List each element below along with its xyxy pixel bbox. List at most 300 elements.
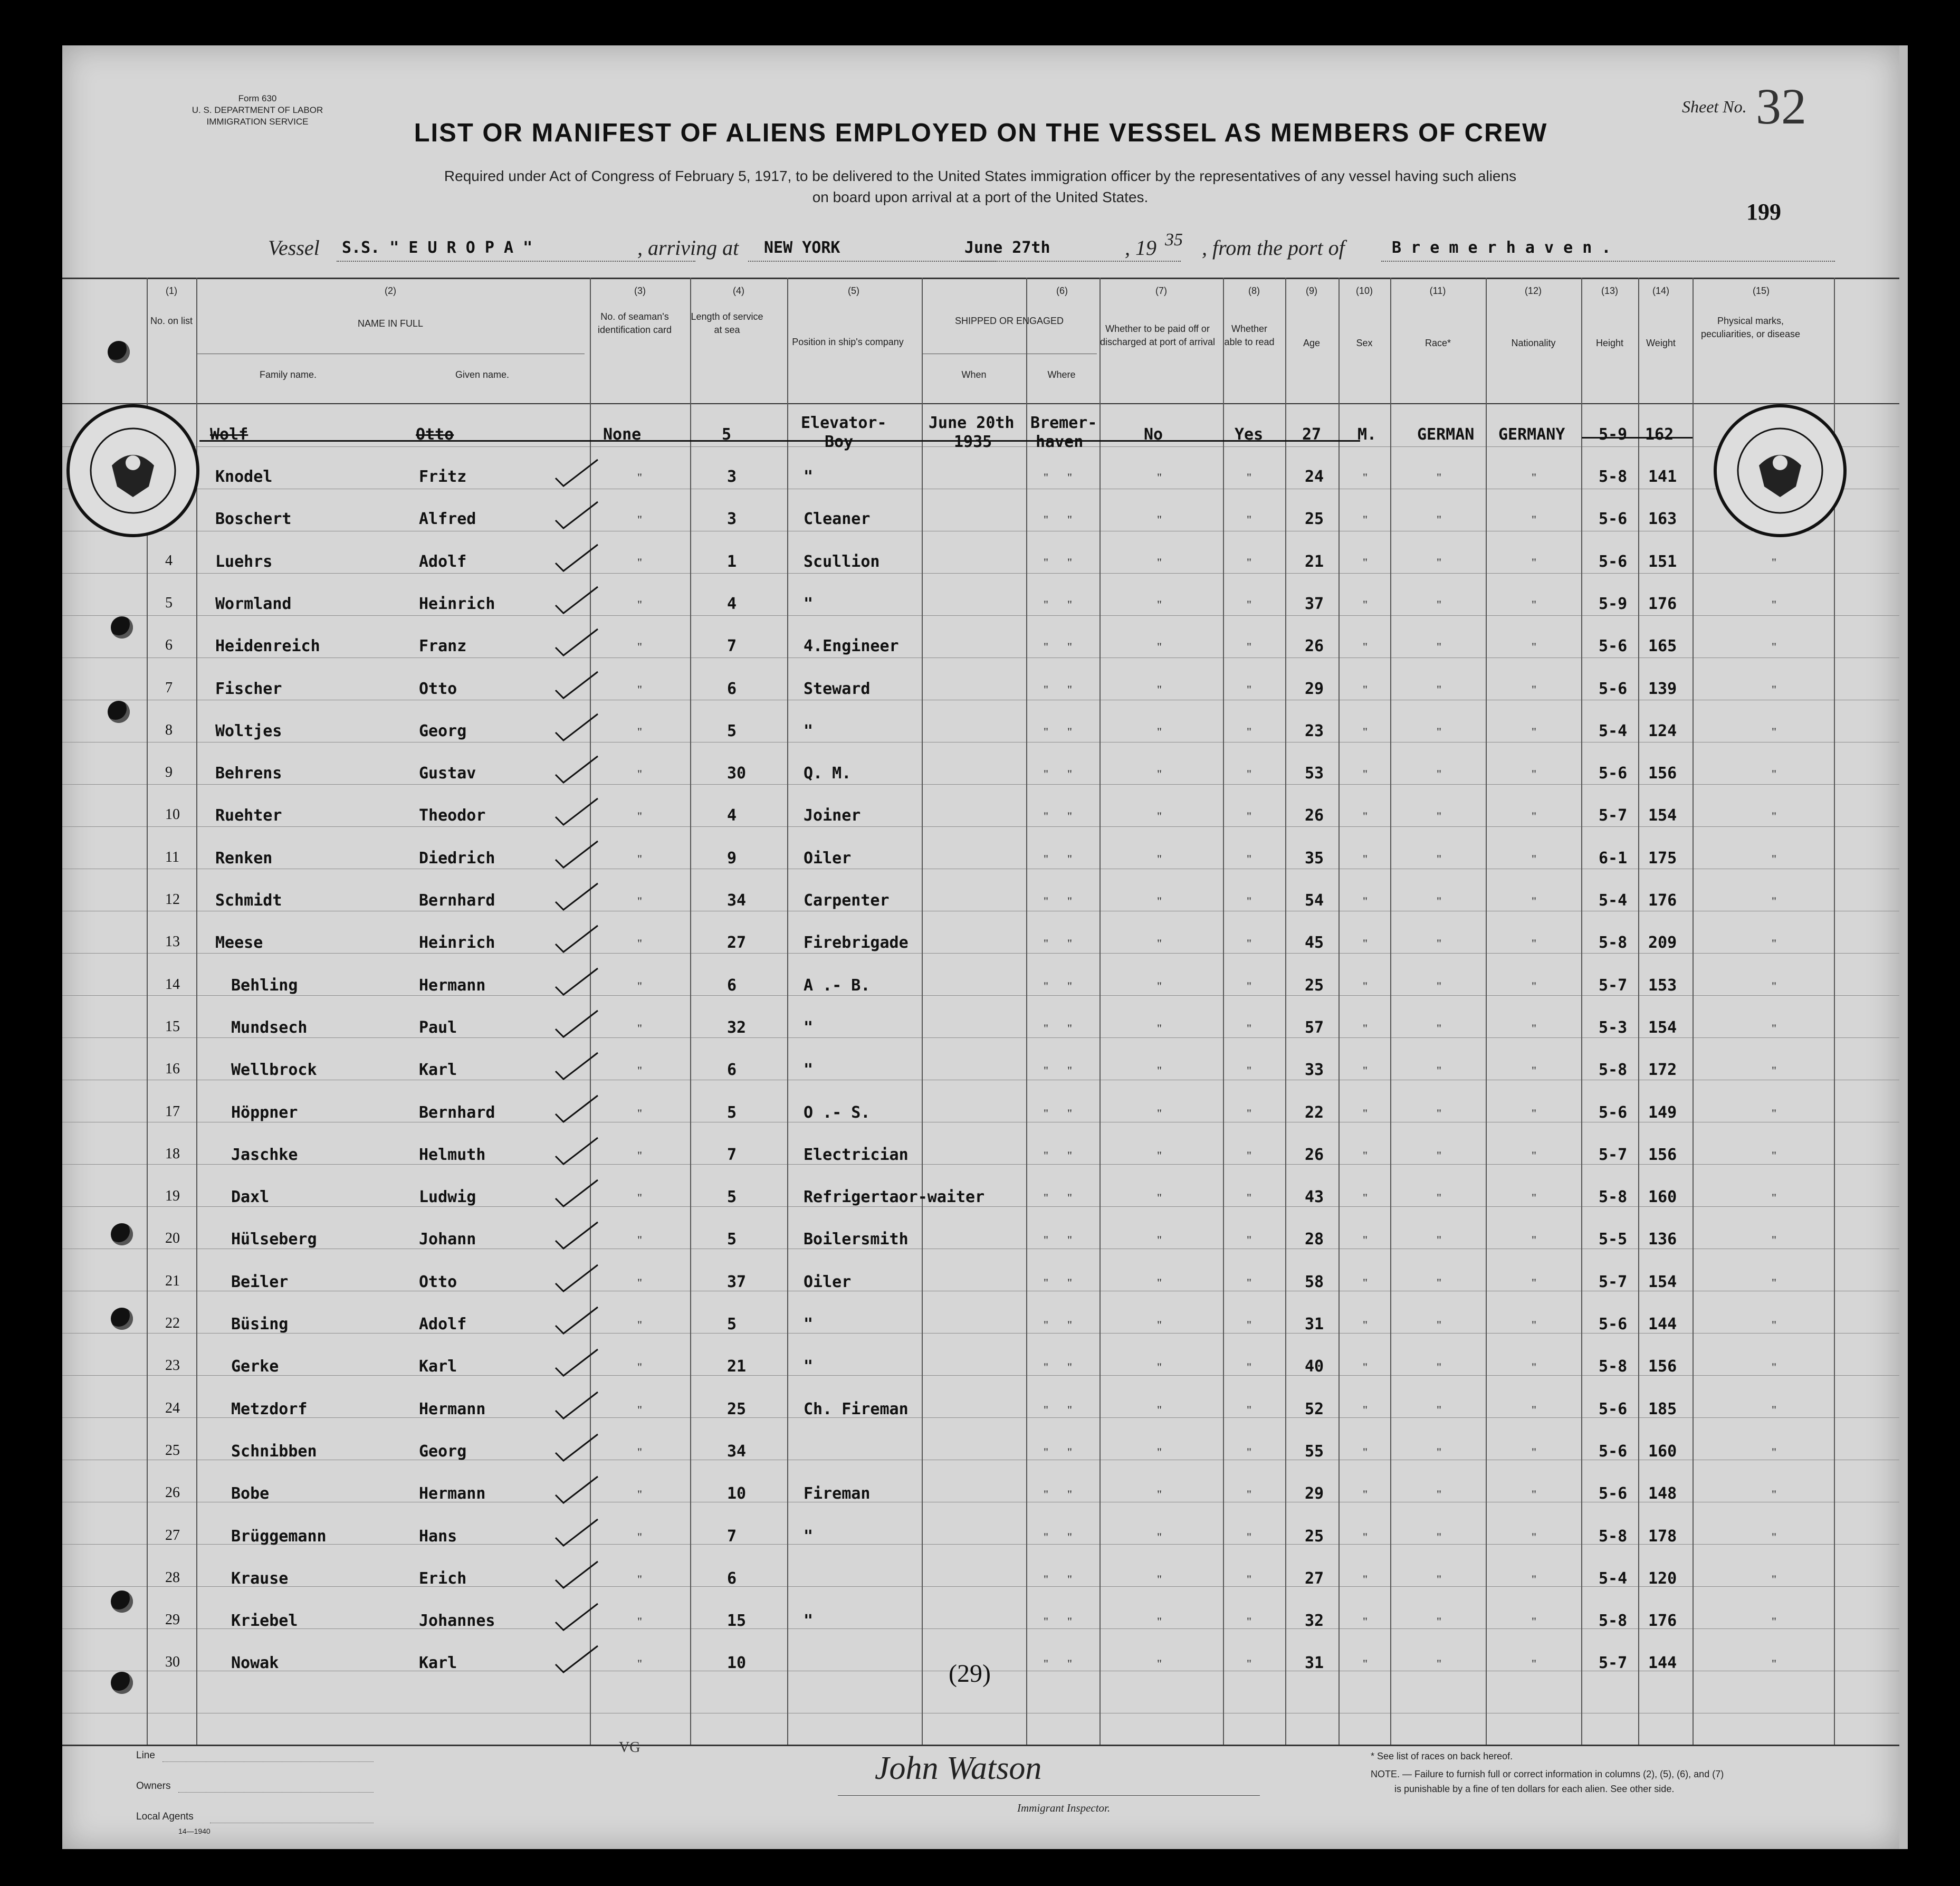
height: 5-9: [1599, 595, 1628, 613]
row-rule: [62, 573, 1899, 574]
check-mark-icon: [553, 669, 600, 701]
check-mark-icon: [553, 1432, 600, 1463]
physical-ditto: ": [1772, 683, 1776, 696]
sex-ditto: ": [1363, 1573, 1368, 1586]
height: 5-4: [1599, 722, 1628, 740]
from-port-label: , from the port of: [1202, 236, 1345, 260]
check-mark-icon: [553, 1347, 600, 1378]
nationality-ditto: ": [1532, 1318, 1536, 1331]
weight: 144: [1648, 1654, 1677, 1672]
first-sex: M.: [1357, 425, 1377, 444]
weight: 156: [1648, 764, 1677, 783]
length-of-service: 25: [727, 1400, 747, 1418]
row-number: 9: [165, 764, 173, 780]
family-name: Wellbrock: [231, 1061, 317, 1079]
length-of-service: 3: [727, 510, 737, 528]
length-of-service: 6: [727, 1569, 737, 1588]
physical-ditto: ": [1772, 767, 1776, 780]
nationality-ditto: ": [1532, 640, 1536, 653]
length-of-service: 37: [727, 1273, 747, 1291]
binder-hole: [111, 616, 133, 639]
page-title: LIST OR MANIFEST OF ALIENS EMPLOYED ON THE VESSEL AS MEMBERS OF CREW: [414, 119, 1548, 147]
age: 29: [1305, 1484, 1324, 1503]
age: 57: [1305, 1018, 1324, 1037]
physical-ditto: ": [1772, 1149, 1776, 1162]
subtitle-line-1: Required under Act of Congress of February 5, 1917, to be delivered to the United States immigration officer by the representatives of any vessel having such aliens: [444, 168, 1517, 184]
nationality-ditto: ": [1532, 1276, 1536, 1289]
sex-ditto: ": [1363, 1107, 1368, 1120]
where-ditto: ": [1067, 1657, 1072, 1670]
footer-line-label: Line: [136, 1750, 155, 1761]
id-ditto: ": [637, 852, 642, 865]
given-name: Helmuth: [419, 1146, 486, 1164]
nationality-ditto: ": [1532, 1149, 1536, 1162]
row-number: 22: [165, 1315, 180, 1331]
given-name: Karl: [419, 1061, 457, 1079]
paid-ditto: ": [1157, 1149, 1162, 1162]
weight: 141: [1648, 468, 1677, 486]
where-ditto: ": [1067, 979, 1072, 993]
height: 5-7: [1599, 1146, 1628, 1164]
header-sex: Sex: [1356, 338, 1373, 348]
given-name: Diedrich: [419, 849, 495, 868]
check-mark-icon: [553, 1050, 600, 1082]
age: 37: [1305, 595, 1324, 613]
footer-line-underline: [162, 1761, 374, 1762]
footer-owners-label: Owners: [136, 1780, 171, 1792]
check-mark-icon: [553, 584, 600, 616]
when-ditto: ": [1044, 1276, 1048, 1289]
family-name: Bobe: [231, 1484, 270, 1503]
age: 58: [1305, 1273, 1324, 1291]
when-ditto: ": [1044, 471, 1048, 484]
weight: 124: [1648, 722, 1677, 740]
paid-ditto: ": [1157, 513, 1162, 526]
family-name: Krause: [231, 1569, 289, 1588]
height: 5-8: [1599, 934, 1628, 952]
row-rule: [62, 953, 1899, 954]
nationality-ditto: ": [1532, 852, 1536, 865]
origin-underline: [1381, 261, 1835, 262]
row-number: 24: [165, 1400, 180, 1416]
length-of-service: 34: [727, 891, 747, 910]
sex-ditto: ": [1363, 852, 1368, 865]
id-ditto: ": [637, 1107, 642, 1120]
position: Electrician: [804, 1146, 909, 1164]
position: ": [804, 1612, 814, 1630]
physical-ditto: ": [1772, 937, 1776, 950]
family-name: Hülseberg: [231, 1230, 317, 1249]
height: 5-7: [1599, 806, 1628, 825]
where-ditto: ": [1067, 1276, 1072, 1289]
consulate-seal-left: [66, 404, 199, 537]
table-header-border: [62, 403, 1899, 404]
first-where-2: haven: [1036, 433, 1084, 451]
row-number: 12: [165, 891, 180, 908]
read-ditto: ": [1247, 1191, 1251, 1204]
where-ditto: ": [1067, 894, 1072, 908]
given-name: Johann: [419, 1230, 476, 1249]
weight: 139: [1648, 680, 1677, 698]
physical-ditto: ": [1772, 598, 1776, 611]
age: 26: [1305, 637, 1324, 655]
height: 5-6: [1599, 1315, 1628, 1333]
nationality-ditto: ": [1532, 937, 1536, 950]
height: 5-8: [1599, 1527, 1628, 1546]
header-when: When: [961, 369, 987, 380]
read-ditto: ": [1247, 556, 1251, 569]
age: 21: [1305, 553, 1324, 571]
strike-line-right: [1582, 437, 1693, 439]
year-suffix: 35: [1165, 230, 1183, 250]
id-ditto: ": [637, 767, 642, 780]
position: ": [804, 1061, 814, 1079]
row-number: 28: [165, 1569, 180, 1586]
height: 5-6: [1599, 1400, 1628, 1418]
family-name: Knodel: [215, 468, 273, 486]
physical-ditto: ": [1772, 1615, 1776, 1628]
weight: 154: [1648, 806, 1677, 825]
id-ditto: ": [637, 809, 642, 823]
date-underline: [959, 261, 1181, 262]
id-ditto: ": [637, 894, 642, 908]
read-ditto: ": [1247, 640, 1251, 653]
first-read: Yes: [1235, 425, 1264, 444]
column-number: (10): [1355, 285, 1373, 296]
check-mark-icon: [553, 1389, 600, 1421]
id-ditto: ": [637, 1573, 642, 1586]
length-of-service: 7: [727, 1527, 737, 1546]
header-no-on-list: No. on list: [150, 316, 193, 326]
length-of-service: 7: [727, 1146, 737, 1164]
read-ditto: ": [1247, 1022, 1251, 1035]
id-ditto: ": [637, 1064, 642, 1077]
paid-ditto: ": [1157, 556, 1162, 569]
physical-ditto: ": [1772, 725, 1776, 738]
sex-ditto: ": [1363, 809, 1368, 823]
age: 31: [1305, 1315, 1324, 1333]
height: 5-6: [1599, 764, 1628, 783]
row-rule: [62, 1164, 1899, 1165]
paid-ditto: ": [1157, 640, 1162, 653]
position: ": [804, 595, 814, 613]
race-ditto: ": [1437, 1573, 1441, 1586]
length-of-service: 4: [727, 595, 737, 613]
check-mark-icon: [553, 966, 600, 997]
race-ditto: ": [1437, 1488, 1441, 1501]
position: O .- S.: [804, 1103, 871, 1122]
position: ": [804, 468, 814, 486]
age: 43: [1305, 1188, 1324, 1206]
fine-note-2: is punishable by a fine of ten dollars for each alien. See other side.: [1394, 1784, 1675, 1794]
age: 54: [1305, 891, 1324, 910]
height: 5-5: [1599, 1230, 1628, 1249]
id-ditto: ": [637, 1360, 642, 1374]
weight: 153: [1648, 976, 1677, 995]
race-ditto: ": [1437, 1657, 1441, 1670]
when-ditto: ": [1044, 1615, 1048, 1628]
where-ditto: ": [1067, 471, 1072, 484]
form-number: Form 630: [238, 93, 277, 103]
where-ditto: ": [1067, 1022, 1072, 1035]
length-of-service: 6: [727, 1061, 737, 1079]
where-ditto: ": [1067, 1233, 1072, 1246]
header-where: Where: [1047, 369, 1076, 380]
nationality-ditto: ": [1532, 979, 1536, 993]
sex-ditto: ": [1363, 683, 1368, 696]
first-family: Wolf: [210, 425, 248, 444]
physical-ditto: ": [1772, 1107, 1776, 1120]
where-ditto: ": [1067, 1107, 1072, 1120]
where-ditto: ": [1067, 513, 1072, 526]
table-bottom-border: [62, 1745, 1899, 1746]
vessel-underline: [337, 261, 695, 262]
position: Joiner: [804, 806, 861, 825]
row-rule: [62, 1037, 1899, 1038]
binder-hole: [111, 1590, 133, 1613]
race-ditto: ": [1437, 1064, 1441, 1077]
height: 5-6: [1599, 637, 1628, 655]
sex-ditto: ": [1363, 767, 1368, 780]
physical-ditto: ": [1772, 1403, 1776, 1416]
family-name: Gerke: [231, 1357, 279, 1376]
given-name: Heinrich: [419, 595, 495, 613]
row-number: 30: [165, 1654, 180, 1670]
physical-ditto: ": [1772, 852, 1776, 865]
family-name: Ruehter: [215, 806, 282, 825]
check-mark-icon: [553, 754, 600, 785]
when-ditto: ": [1044, 556, 1048, 569]
column-rule: [1581, 278, 1582, 1745]
when-ditto: ": [1044, 1233, 1048, 1246]
given-name: Franz: [419, 637, 467, 655]
age: 32: [1305, 1612, 1324, 1630]
column-number: (1): [166, 285, 177, 296]
id-ditto: ": [637, 598, 642, 611]
height: 5-8: [1599, 1061, 1628, 1079]
where-ditto: ": [1067, 1360, 1072, 1374]
race-ditto: ": [1437, 556, 1441, 569]
nationality-ditto: ": [1532, 1022, 1536, 1035]
family-name: Wormland: [215, 595, 292, 613]
given-name: Hermann: [419, 976, 486, 995]
given-name: Bernhard: [419, 891, 495, 910]
read-ditto: ": [1247, 894, 1251, 908]
given-name: Adolf: [419, 553, 467, 571]
paid-ditto: ": [1157, 1233, 1162, 1246]
height: 5-4: [1599, 1569, 1628, 1588]
id-ditto: ": [637, 683, 642, 696]
id-ditto: ": [637, 513, 642, 526]
physical-ditto: ": [1772, 556, 1776, 569]
height: 5-6: [1599, 680, 1628, 698]
check-mark-icon: [553, 1177, 600, 1209]
sex-ditto: ": [1363, 556, 1368, 569]
row-number: 14: [165, 976, 180, 993]
given-name: Hans: [419, 1527, 457, 1546]
position: ": [804, 1527, 814, 1546]
nationality-ditto: ": [1532, 767, 1536, 780]
row-number: 20: [165, 1230, 180, 1246]
nationality-ditto: ": [1532, 1191, 1536, 1204]
paid-ditto: ": [1157, 1276, 1162, 1289]
length-of-service: 32: [727, 1018, 747, 1037]
family-name: Mundsech: [231, 1018, 308, 1037]
paid-ditto: ": [1157, 725, 1162, 738]
given-name: Erich: [419, 1569, 467, 1588]
header-nationality: Nationality: [1511, 338, 1556, 348]
read-ditto: ": [1247, 1615, 1251, 1628]
read-ditto: ": [1247, 852, 1251, 865]
paid-ditto: ": [1157, 598, 1162, 611]
binder-hole: [111, 1672, 133, 1694]
race-ditto: ": [1437, 640, 1441, 653]
row-number: 29: [165, 1612, 180, 1628]
where-ditto: ": [1067, 1318, 1072, 1331]
length-of-service: 10: [727, 1484, 747, 1503]
given-name: Johannes: [419, 1612, 495, 1630]
header-length-service: Length of service at sea: [691, 311, 763, 335]
row-number: 27: [165, 1527, 180, 1544]
physical-ditto: ": [1772, 894, 1776, 908]
physical-ditto: ": [1772, 1191, 1776, 1204]
position: Oiler: [804, 1273, 852, 1291]
family-name: Höppner: [231, 1103, 298, 1122]
where-ditto: ": [1067, 1488, 1072, 1501]
weight: 209: [1648, 934, 1677, 952]
id-ditto: ": [637, 1191, 642, 1204]
height: 5-8: [1599, 468, 1628, 486]
sex-ditto: ": [1363, 1403, 1368, 1416]
column-number: (5): [848, 285, 859, 296]
age: 53: [1305, 764, 1324, 783]
position: Scullion: [804, 553, 880, 571]
race-ditto: ": [1437, 1191, 1441, 1204]
consulate-seal-right: [1714, 404, 1847, 537]
race-ditto: ": [1437, 683, 1441, 696]
id-ditto: ": [637, 1403, 642, 1416]
sex-ditto: ": [1363, 513, 1368, 526]
inspector-signature: John Watson: [875, 1750, 1042, 1786]
nationality-ditto: ": [1532, 1445, 1536, 1459]
inspector-line: [838, 1795, 1260, 1796]
paid-ditto: ": [1157, 852, 1162, 865]
paid-ditto: ": [1157, 979, 1162, 993]
race-ditto: ": [1437, 809, 1441, 823]
when-ditto: ": [1044, 598, 1048, 611]
where-ditto: ": [1067, 1149, 1072, 1162]
length-of-service: 10: [727, 1654, 747, 1672]
check-mark-icon: [553, 881, 600, 912]
weight: 176: [1648, 891, 1677, 910]
physical-ditto: ": [1772, 979, 1776, 993]
weight: 148: [1648, 1484, 1677, 1503]
weight: 151: [1648, 553, 1677, 571]
weight: 178: [1648, 1527, 1677, 1546]
position: Q. M.: [804, 764, 852, 783]
age: 31: [1305, 1654, 1324, 1672]
row-number: 4: [165, 553, 173, 569]
given-name: Otto: [419, 680, 457, 698]
id-ditto: ": [637, 1149, 642, 1162]
age: 22: [1305, 1103, 1324, 1122]
given-name: Hermann: [419, 1484, 486, 1503]
first-position-2: Boy: [825, 433, 854, 451]
position: Carpenter: [804, 891, 890, 910]
physical-ditto: ": [1772, 1064, 1776, 1077]
race-ditto: ": [1437, 1403, 1441, 1416]
race-ditto: ": [1437, 1530, 1441, 1544]
paid-ditto: ": [1157, 894, 1162, 908]
when-ditto: ": [1044, 767, 1048, 780]
physical-ditto: ": [1772, 1657, 1776, 1670]
sex-ditto: ": [1363, 1022, 1368, 1035]
when-ditto: ": [1044, 1191, 1048, 1204]
row-number: 6: [165, 637, 173, 653]
position: Ch. Fireman: [804, 1400, 909, 1418]
when-ditto: ": [1044, 1107, 1048, 1120]
read-ditto: ": [1247, 809, 1251, 823]
column-rule: [1285, 278, 1286, 1745]
column-number: (4): [733, 285, 744, 296]
header-physical: Physical marks, peculiarities, or disease: [1700, 316, 1801, 339]
first-id-card: None: [603, 425, 642, 444]
nationality-ditto: ": [1532, 1107, 1536, 1120]
where-ditto: ": [1067, 852, 1072, 865]
where-ditto: ": [1067, 640, 1072, 653]
where-ditto: ": [1067, 1530, 1072, 1544]
position: A .- B.: [804, 976, 871, 995]
column-number: (13): [1601, 285, 1618, 296]
age: 23: [1305, 722, 1324, 740]
weight: 165: [1648, 637, 1677, 655]
given-name: Ludwig: [419, 1188, 476, 1206]
family-name: Behrens: [215, 764, 282, 783]
paid-ditto: ": [1157, 1445, 1162, 1459]
nationality-ditto: ": [1532, 471, 1536, 484]
footer-owners-underline: [178, 1792, 374, 1793]
when-ditto: ": [1044, 683, 1048, 696]
family-name: Metzdorf: [231, 1400, 308, 1418]
row-rule: [62, 995, 1899, 996]
length-of-service: 6: [727, 680, 737, 698]
id-ditto: ": [637, 1318, 642, 1331]
when-ditto: ": [1044, 1403, 1048, 1416]
family-name: Heidenreich: [215, 637, 320, 655]
column-rule: [690, 278, 691, 1745]
length-of-service: 15: [727, 1612, 747, 1630]
binder-hole: [108, 341, 130, 363]
manifest-sheet: [62, 45, 1899, 1849]
nationality-ditto: ": [1532, 1657, 1536, 1670]
physical-ditto: ": [1772, 640, 1776, 653]
physical-ditto: ": [1772, 1445, 1776, 1459]
read-ditto: ": [1247, 1488, 1251, 1501]
service-name: IMMIGRATION SERVICE: [206, 117, 309, 127]
weight: 154: [1648, 1018, 1677, 1037]
paid-ditto: ": [1157, 1191, 1162, 1204]
age: 24: [1305, 468, 1324, 486]
weight: 176: [1648, 1612, 1677, 1630]
physical-ditto: ": [1772, 1233, 1776, 1246]
height: 5-4: [1599, 891, 1628, 910]
id-ditto: ": [637, 556, 642, 569]
family-name: Renken: [215, 849, 273, 868]
position: Steward: [804, 680, 871, 698]
binder-hole: [111, 1223, 133, 1245]
column-number: (7): [1155, 285, 1167, 296]
where-ditto: ": [1067, 1403, 1072, 1416]
